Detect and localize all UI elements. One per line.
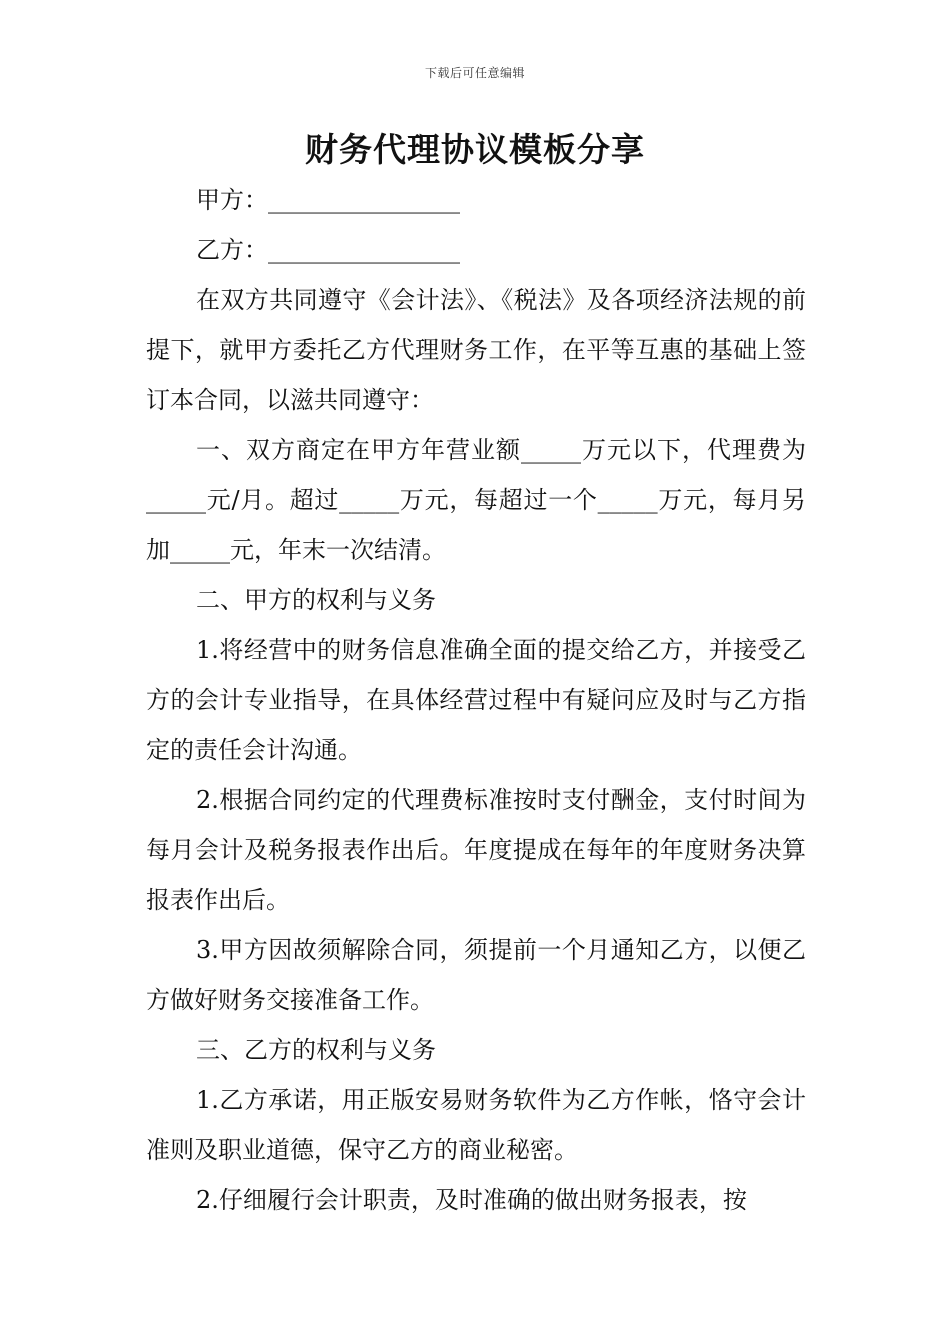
section-2-heading: 二、甲方的权利与义务 (196, 586, 436, 614)
clause-1-fees: 一、双方商定在甲方年营业额_____万元以下，代理费为_____元/月。超过_____万元，每超过一个_____万元，每月另加_____元，年末一次结清。 (146, 436, 806, 564)
section-3-item-1: 1.乙方承诺，用正版安易财务软件为乙方作帐，恪守会计准则及职业道德，保守乙方的商业秘密。 (146, 1086, 806, 1164)
header-note: 下载后可任意编辑 (424, 66, 525, 80)
section-3-heading: 三、乙方的权利与义务 (196, 1036, 436, 1064)
party-a-line: 甲方：________________ (196, 186, 460, 214)
document-title: 财务代理协议模板分享 (305, 130, 645, 169)
section-2-item-3: 3.甲方因故须解除合同，须提前一个月通知乙方，以便乙方做好财务交接准备工作。 (146, 936, 806, 1014)
section-2-item-2: 2.根据合同约定的代理费标准按时支付酬金，支付时间为每月会计及税务报表作出后。年度提成在每年的年度财务决算报表作出后。 (146, 786, 806, 914)
intro-paragraph: 在双方共同遵守《会计法》、《税法》及各项经济法规的前提下，就甲方委托乙方代理财务工作，在平等互惠的基础上签订本合同，以滋共同遵守： (146, 286, 806, 414)
document-body (146, 175, 806, 1225)
party-b-line: 乙方：________________ (196, 236, 460, 264)
section-3-item-2: 2.仔细履行会计职责，及时准确的做出财务报表，按 (196, 1186, 747, 1214)
section-2-item-1: 1.将经营中的财务信息准确全面的提交给乙方，并接受乙方的会计专业指导，在具体经营过程中有疑问应及时与乙方指定的责任会计沟通。 (146, 636, 806, 764)
